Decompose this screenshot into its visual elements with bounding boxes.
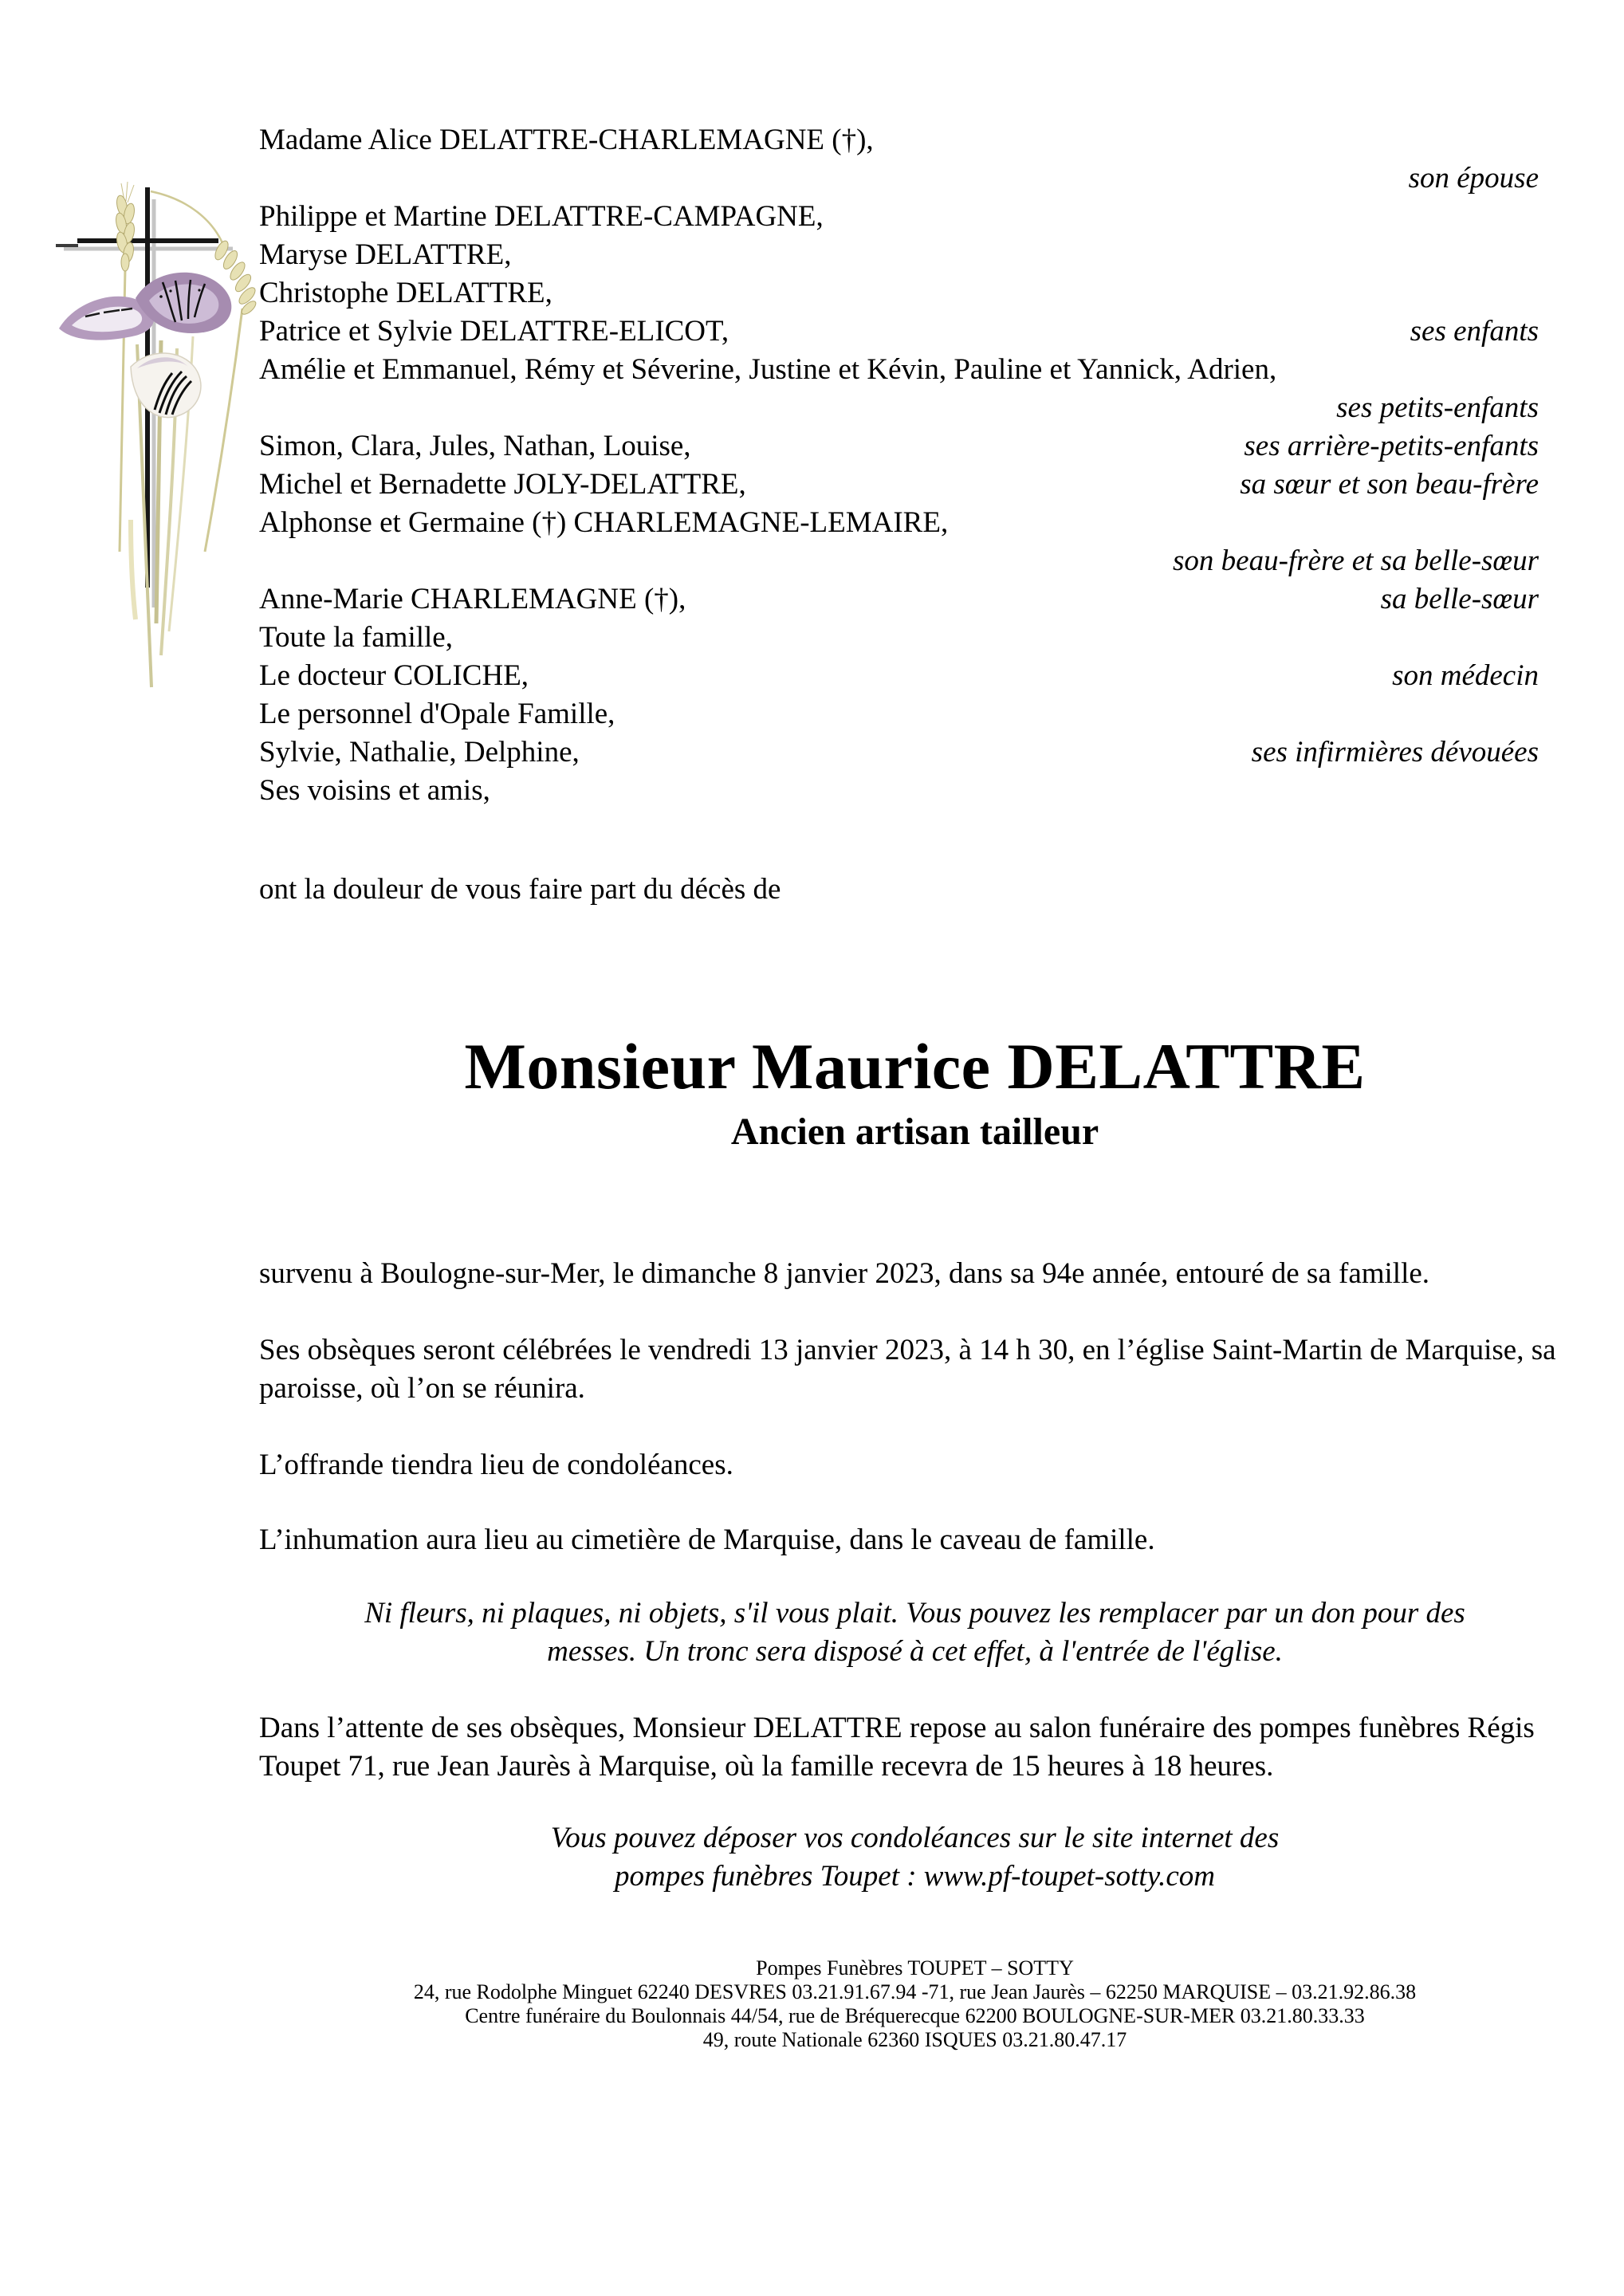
family-member-names: Amélie et Emmanuel, Rémy et Séverine, Justine et Kévin, Pauline et Yannick, Adrien,: [259, 353, 1277, 386]
footer-line: 24, rue Rodolphe Minguet 62240 DESVRES 03.21.91.67.94 -71, rue Jean Jaurès – 62250 MARQUISE – 03.21.92.86.38: [413, 1980, 1417, 2003]
funeral-home-footer: [259, 1956, 1571, 2052]
family-member-names: Le docteur COLICHE,: [259, 659, 529, 692]
family-row: [259, 733, 1571, 772]
condolences-note-line: Vous pouvez déposer vos condoléances sur le site internet des: [550, 1822, 1280, 1854]
family-row: [259, 772, 1571, 810]
family-list: [259, 121, 1571, 810]
deceased-occupation: Ancien artisan tailleur: [730, 1111, 1099, 1153]
condolences-note-line: pompes funèbres Toupet : www.pf-toupet-sotty.com: [615, 1860, 1215, 1893]
family-member-names: Toute la famille,: [259, 621, 453, 654]
family-row: [259, 542, 1571, 580]
family-member-names: Maryse DELATTRE,: [259, 238, 512, 271]
relationship-label: ses infirmières dévouées: [1251, 736, 1539, 769]
family-member-names: Philippe et Martine DELATTRE-CAMPAGNE,: [259, 200, 824, 233]
family-member-names: Madame Alice DELATTRE-CHARLEMAGNE (†),: [259, 124, 874, 156]
family-member-names: Simon, Clara, Jules, Nathan, Louise,: [259, 430, 691, 462]
family-row: [259, 427, 1571, 466]
notice-content: [259, 121, 1571, 2052]
family-row: [259, 619, 1571, 657]
wheat-ear-left: [114, 182, 136, 271]
paragraph-offering: L’offrande tiendra lieu de condoléances.: [259, 1449, 733, 1481]
family-row: [259, 274, 1571, 313]
family-row: [259, 389, 1571, 427]
relationship-label: ses arrière-petits-enfants: [1244, 430, 1539, 462]
family-row: [259, 580, 1571, 619]
family-row: [259, 657, 1571, 695]
family-row: [259, 351, 1571, 389]
paragraph-repose: Dans l’attente de ses obsèques, Monsieur DELATTRE repose au salon funéraire des pompes funèbres Régis Toupet 71, rue Jean Jaurès à Marquise, où la famille recevra de 15 heures à 18 heures.: [259, 1712, 1535, 1783]
family-member-names: Alphonse et Germaine (†) CHARLEMAGNE-LEMAIRE,: [259, 506, 949, 539]
relationship-label: sa belle-sœur: [1380, 583, 1539, 615]
family-member-names: Anne-Marie CHARLEMAGNE (†),: [259, 583, 686, 615]
family-member-names: Sylvie, Nathalie, Delphine,: [259, 736, 580, 769]
no-flowers-note: [259, 1594, 1571, 1671]
family-row: [259, 695, 1571, 733]
family-member-names: Patrice et Sylvie DELATTRE-ELICOT,: [259, 315, 729, 348]
family-member-names: Michel et Bernadette JOLY-DELATTRE,: [259, 468, 746, 501]
relationship-label: sa sœur et son beau-frère: [1240, 468, 1539, 501]
no-flowers-note-line: messes. Un tronc sera disposé à cet effet, à l'entrée de l'église.: [547, 1635, 1283, 1668]
deceased-name: Monsieur Maurice DELATTRE: [464, 1030, 1366, 1103]
footer-line: Centre funéraire du Boulonnais 44/54, rue de Bréquerecque 62200 BOULOGNE-SUR-MER 03.21.80.33.33: [465, 2004, 1365, 2027]
family-row: [259, 313, 1571, 351]
family-row: [259, 121, 1571, 159]
paragraph-death: survenu à Boulogne-sur-Mer, le dimanche 8 janvier 2023, dans sa 94e année, entouré de sa famille.: [259, 1257, 1430, 1290]
no-flowers-note-line: Ni fleurs, ni plaques, ni objets, s'il vous plait. Vous pouvez les remplacer par un don pour des: [364, 1597, 1465, 1630]
relationship-label: ses enfants: [1410, 315, 1539, 348]
relationship-label: son épouse: [1408, 162, 1539, 195]
family-row: [259, 159, 1571, 198]
cross-calla-lily-wheat-artwork: [41, 177, 281, 703]
announcement-line: ont la douleur de vous faire part du décès de: [259, 873, 781, 906]
paragraph-burial: L’inhumation aura lieu au cimetière de Marquise, dans le caveau de famille.: [259, 1523, 1155, 1556]
footer-line: 49, route Nationale 62360 ISQUES 03.21.80.47.17: [702, 2028, 1127, 2051]
relationship-label: son beau-frère et sa belle-sœur: [1173, 545, 1539, 577]
paragraph-funeral-service: Ses obsèques seront célébrées le vendredi 13 janvier 2023, à 14 h 30, en l’église Saint-Martin de Marquise, sa paroisse, où l’on se réunira.: [259, 1334, 1556, 1405]
condolences-note: [259, 1819, 1571, 1896]
family-row: [259, 466, 1571, 504]
footer-line: Pompes Funèbres TOUPET – SOTTY: [756, 1956, 1074, 1980]
family-row: [259, 236, 1571, 274]
family-member-names: Le personnel d'Opale Famille,: [259, 698, 615, 730]
relationship-label: ses petits-enfants: [1336, 391, 1539, 424]
family-member-names: Christophe DELATTRE,: [259, 277, 552, 309]
family-member-names: Ses voisins et amis,: [259, 774, 490, 807]
family-row: [259, 198, 1571, 236]
family-row: [259, 504, 1571, 542]
relationship-label: son médecin: [1392, 659, 1539, 692]
